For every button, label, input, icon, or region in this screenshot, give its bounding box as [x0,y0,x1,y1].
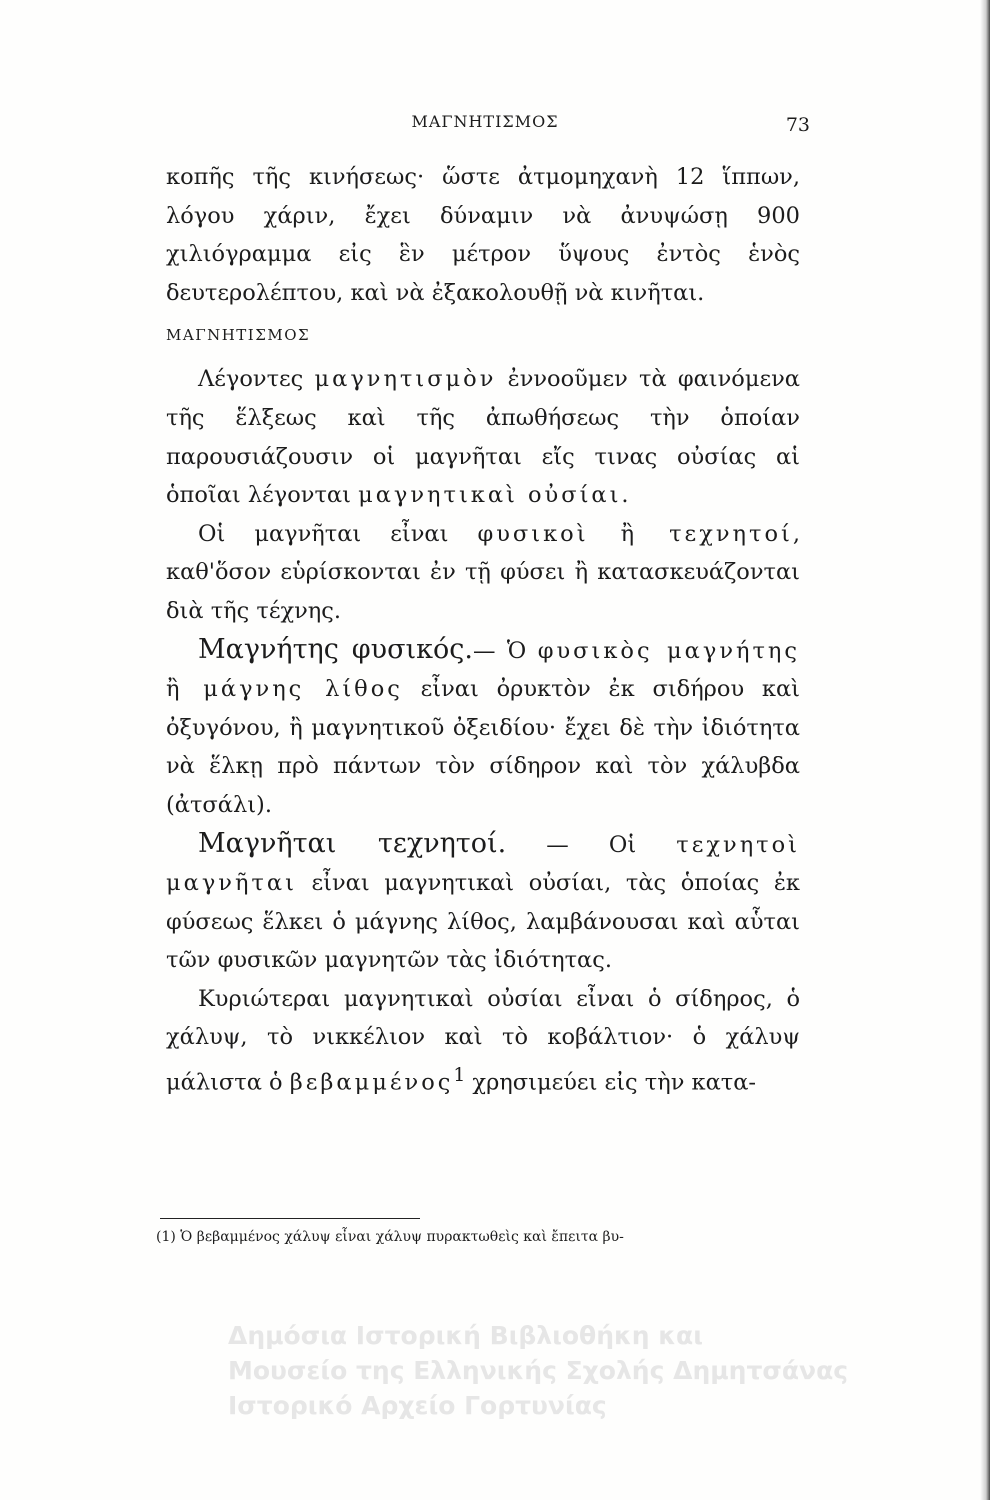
paragraph-artificial-magnets [166,825,800,980]
watermark-line: Μουσείο της Ελληνικής Σχολής Δημητσάνας [228,1356,849,1385]
text-run: εἶναι μαγνητικαὶ οὐσίαι, τὰς ὁποίας ἐκ φύσεως ἕλκει ὁ μάγνης λίθος, λαμβάνουσαι καὶ αὗται τῶν φυσικῶν μαγνητῶν τὰς ἰδιότητας. [166,870,800,974]
text-run: — Ὁ [472,637,538,664]
section-heading: ΜΑΓΝΗΤΙΣΜΟΣ [166,326,311,345]
paragraph-natural-magnet [166,631,800,825]
scan-edge-shadow [980,0,990,1500]
paragraph-steam-engine: κοπῆς τῆς κινήσεως· ὥστε ἀτμομηχανὴ 12 ἵππων, λόγου χάριν, ἔχει δύναμιν νὰ ἀνυψώσῃ 900 χιλιόγραμμα εἰς ἓν μέτρον ὕψους ἐντὸς ἑνὸς δευτερολέπτου, καὶ νὰ ἐξακολουθῇ νὰ κινῆται. [166,164,800,306]
subheading-natural-magnet: Μαγνήτης φυσικός. [198,633,473,665]
page-number: 73 [785,114,810,136]
spaced-term: μαγνητισμὸν [314,366,497,393]
text-run: εἶναι ὀρυκτὸν ἐκ σιδήρου καὶ ὀξυγόνου, ἢ μαγνητικοῦ ὀξειδίου· ἔχει δὲ τὴν ἰδιότητα νὰ ἕλκῃ πρὸ πάντων τὸν σίδηρον καὶ τὸν χάλυβδα (ἀτσάλι). [166,676,800,818]
text-run: , καθ'ὅσον εὑρίσκονται ἐν τῇ φύσει ἢ κατασκευάζονται διὰ τῆς τέχνης. [166,520,800,624]
text-run: Λέγοντες [198,366,315,393]
paragraph-magnet-kinds [166,515,800,631]
subheading-artificial-magnets: Μαγνῆται τεχνητοί. [198,827,507,859]
paragraph-magnetic-substances [166,980,800,1102]
paragraph-definition [166,360,800,514]
spaced-term: φυσικοὶ ἢ τεχνητοί [477,520,793,547]
text-run: χρησιμεύει εἰς τὴν κατα- [465,1069,757,1096]
footnote-rule [160,1218,420,1219]
page-header [160,112,810,142]
spaced-term: τεχνητοὶ μαγνῆται [166,831,800,897]
spaced-term: βεβαμμένος [289,1069,454,1096]
spaced-term: φυσικὸς μαγνήτης ἢ μάγνης λίθος [166,637,801,703]
watermark-line: Δημόσια Ιστορική Βιβλιοθήκη και [228,1321,703,1350]
text-run: ἐννοοῦμεν τὰ φαινόμενα τῆς ἕλξεως καὶ τῆς ἀπωθήσεως τὴν ὁποίαν παρουσιάζουσιν οἱ μαγνῆται εἴς τινας οὐσίας αἱ ὁποῖαι λέγονται [166,366,800,509]
text-run: Κυριώτεραι μαγνητικαὶ οὐσίαι εἶναι ὁ σίδηρος, ὁ χάλυψ, τὸ νικκέλιον καὶ τὸ κοβάλτιον· ὁ χάλυψ μάλιστα ὁ [166,985,800,1096]
page-body [166,158,800,1102]
watermark-line: Ιστορικό Αρχείο Γορτυνίας [228,1391,607,1420]
text-run: Οἱ μαγνῆται εἶναι [198,520,478,547]
text-run: — Οἱ [506,831,677,858]
text-run: . [621,482,629,509]
spaced-term: μαγνητικαὶ οὐσίαι [358,482,622,509]
footnote-marker: 1 [453,1065,466,1087]
footnote: (1) Ὁ βεβαμμένος χάλυψ εἶναι χάλυψ πυρακτωθεὶς καὶ ἔπειτα βυ- [156,1229,624,1245]
library-watermark [228,1318,948,1423]
running-title: ΜΑΓΝΗΤΙΣΜΟΣ [411,112,559,131]
